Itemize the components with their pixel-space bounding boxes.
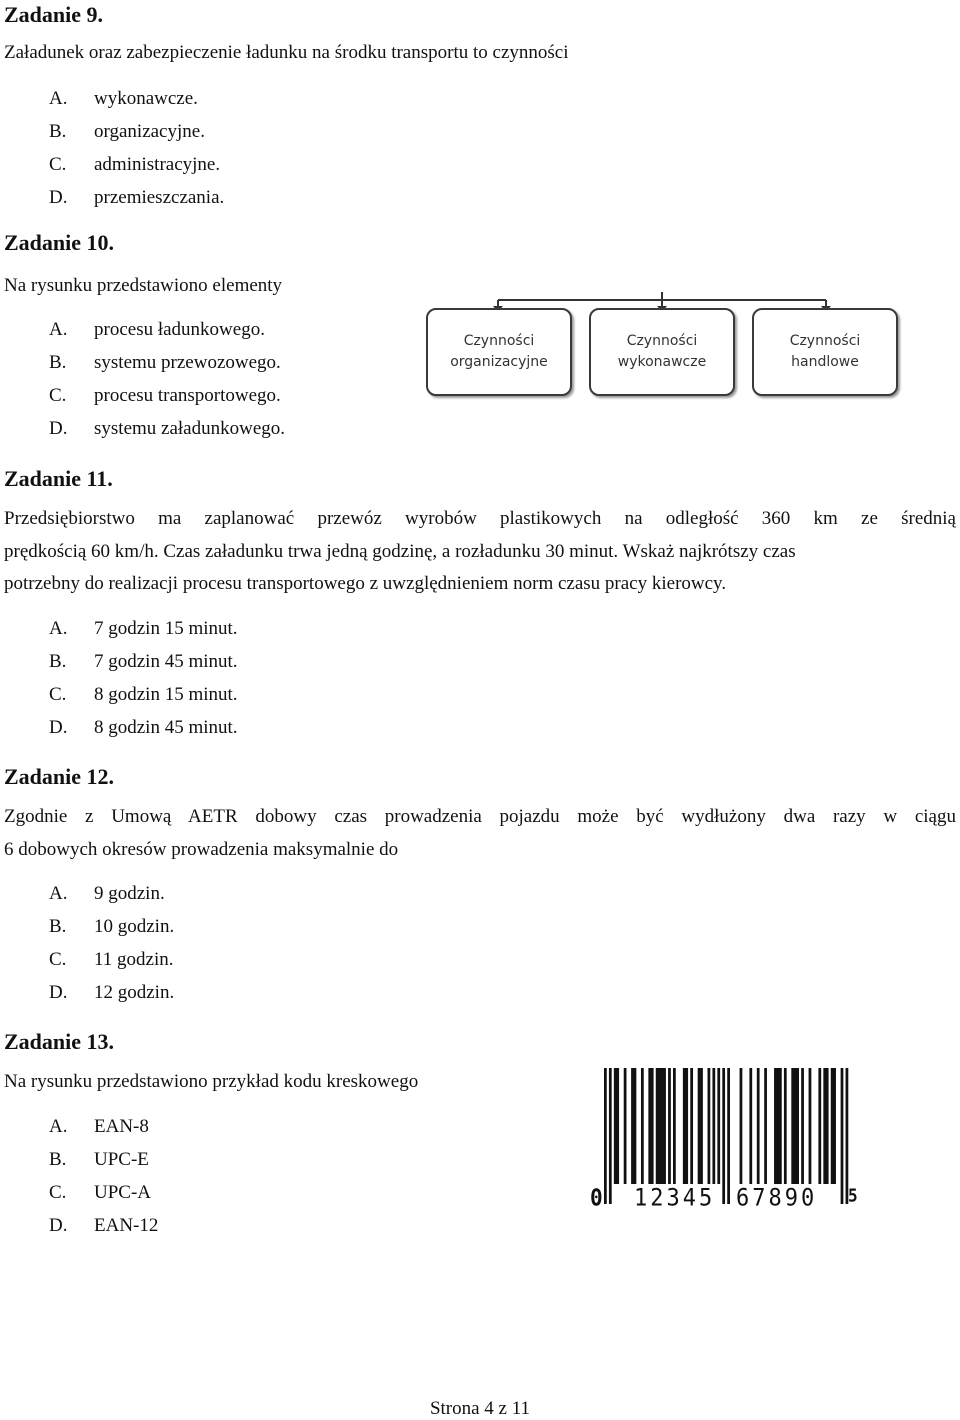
q10-option-d[interactable]: D. systemu załadunkowego. [49, 418, 286, 439]
barcode-bar [727, 1068, 730, 1204]
q11-text-line3: potrzebny do realizacji procesu transportowego z uwzględnieniem norm czasu pracy kierowcy. [4, 573, 727, 594]
barcode-bar [656, 1068, 659, 1184]
barcode-bar [631, 1068, 634, 1184]
barcode-bar [668, 1068, 671, 1184]
q12-text-line2: 6 dobowych okresów prowadzenia maksymalnie do [4, 839, 399, 860]
barcode-bar [796, 1068, 799, 1184]
q11-option-a[interactable]: A. 7 godzin 15 minut. [49, 618, 238, 639]
q11-option-c[interactable]: C. 8 godzin 15 minut. [49, 684, 238, 705]
q13-option-b[interactable]: B. UPC-E [49, 1149, 149, 1170]
q13-option-c[interactable]: C. UPC-A [49, 1182, 152, 1203]
barcode-bar [663, 1068, 666, 1184]
barcode-bar [641, 1068, 644, 1184]
q9-option-b[interactable]: B. organizacyjne. [49, 121, 205, 142]
barcode-bar [779, 1068, 782, 1184]
barcode-bar [614, 1068, 617, 1184]
q13-option-a[interactable]: A. EAN-8 [49, 1116, 149, 1137]
barcode-bar [757, 1068, 760, 1184]
barcode-bar [831, 1068, 834, 1184]
barcode-bar [683, 1068, 686, 1184]
barcode-bar [712, 1068, 715, 1184]
q11-title: Zadanie 11. [4, 466, 113, 491]
barcode-bar [809, 1068, 812, 1184]
barcode-bar [823, 1068, 826, 1184]
q13-title: Zadanie 13. [4, 1029, 115, 1054]
barcode-first-digit: 0 [590, 1184, 603, 1212]
process-diagram [420, 290, 910, 405]
q12-options [0, 877, 400, 1009]
diagram-box-handlowe: Czynności handlowe [752, 308, 898, 396]
barcode-bar [609, 1068, 612, 1204]
q12-option-c[interactable]: C. 11 godzin. [49, 949, 174, 970]
barcode-bars [590, 1068, 862, 1216]
q9-option-a[interactable]: A. wykonawcze. [49, 88, 198, 109]
barcode-bar [604, 1068, 607, 1204]
q11-option-b[interactable]: B. 7 godzin 45 minut. [49, 651, 238, 672]
barcode-bar [791, 1068, 794, 1184]
barcode [590, 1068, 862, 1216]
barcode-bar [841, 1068, 844, 1204]
q12-text-line1: Zgodnie z Umową AETR dobowy czas prowadzenia pojazdu może być wydłużony dwa razy w ciągu [4, 806, 956, 827]
q10-option-a[interactable]: A. procesu ładunkowego. [49, 319, 265, 340]
diagram-box-organizacyjne: Czynności organizacyjne [426, 308, 572, 396]
q10-text: Na rysunku przedstawiono elementy [4, 275, 283, 296]
q12-option-b[interactable]: B. 10 godzin. [49, 916, 175, 937]
barcode-bar [624, 1068, 627, 1184]
barcode-bar [651, 1068, 654, 1184]
q9-options [0, 82, 400, 214]
q10-options [0, 313, 400, 445]
barcode-bar [764, 1068, 767, 1184]
barcode-bar [818, 1068, 821, 1184]
q10-option-c[interactable]: C. procesu transportowego. [49, 385, 281, 406]
q9-option-d[interactable]: D. przemieszczania. [49, 187, 225, 208]
barcode-bar [826, 1068, 829, 1184]
barcode-bar [749, 1068, 752, 1184]
q10-option-b[interactable]: B. systemu przewozowego. [49, 352, 281, 373]
barcode-bar [700, 1068, 703, 1184]
q13-options [0, 1110, 400, 1242]
q11-text-line2: prędkością 60 km/h. Czas załadunku trwa jedną godzinę, a rozładunku 30 minut. Wskaż najkrótszy czas [4, 541, 796, 562]
barcode-bar [616, 1068, 619, 1184]
q10-title: Zadanie 10. [4, 230, 115, 255]
barcode-bar [784, 1068, 787, 1184]
barcode-last-digit: 5 [848, 1185, 858, 1206]
barcode-bar [777, 1068, 780, 1184]
q11-options [0, 612, 400, 744]
barcode-right-digits: 67890 [736, 1184, 818, 1213]
barcode-bar [690, 1068, 693, 1184]
barcode-bar [685, 1068, 688, 1184]
q9-option-c[interactable]: C. administracyjne. [49, 154, 221, 175]
barcode-bar [673, 1068, 676, 1184]
barcode-bar [801, 1068, 804, 1184]
barcode-bar [717, 1068, 720, 1184]
q13-text: Na rysunku przedstawiono przykład kodu kreskowego [4, 1071, 419, 1092]
q9-text: Załadunek oraz zabezpieczenie ładunku na środku transportu to czynności [4, 42, 569, 63]
barcode-bar [708, 1068, 711, 1184]
q13-option-d[interactable]: D. EAN-12 [49, 1215, 159, 1236]
barcode-bar [648, 1068, 651, 1184]
diagram-box-wykonawcze: Czynności wykonawcze [589, 308, 735, 396]
barcode-bar [658, 1068, 661, 1184]
q12-title: Zadanie 12. [4, 764, 115, 789]
barcode-bar [722, 1068, 725, 1204]
page-footer: Strona 4 z 11 [429, 1398, 531, 1419]
q9-title: Zadanie 9. [4, 2, 104, 27]
barcode-bar [740, 1068, 743, 1184]
q12-option-a[interactable]: A. 9 godzin. [49, 883, 165, 904]
barcode-bar [698, 1068, 701, 1184]
q11-option-d[interactable]: D. 8 godzin 45 minut. [49, 717, 238, 738]
barcode-left-digits: 12345 [634, 1184, 716, 1213]
barcode-bar [794, 1068, 797, 1184]
q11-text-line1: Przedsiębiorstwo ma zaplanować przewóz wyrobów plastikowych na odległość 360 km ze średnią [4, 508, 956, 529]
barcode-bar [846, 1068, 849, 1204]
barcode-bar [833, 1068, 836, 1184]
barcode-bar [634, 1068, 637, 1184]
barcode-bar [774, 1068, 777, 1184]
barcode-bar [661, 1068, 664, 1184]
q12-option-d[interactable]: D. 12 godzin. [49, 982, 175, 1003]
